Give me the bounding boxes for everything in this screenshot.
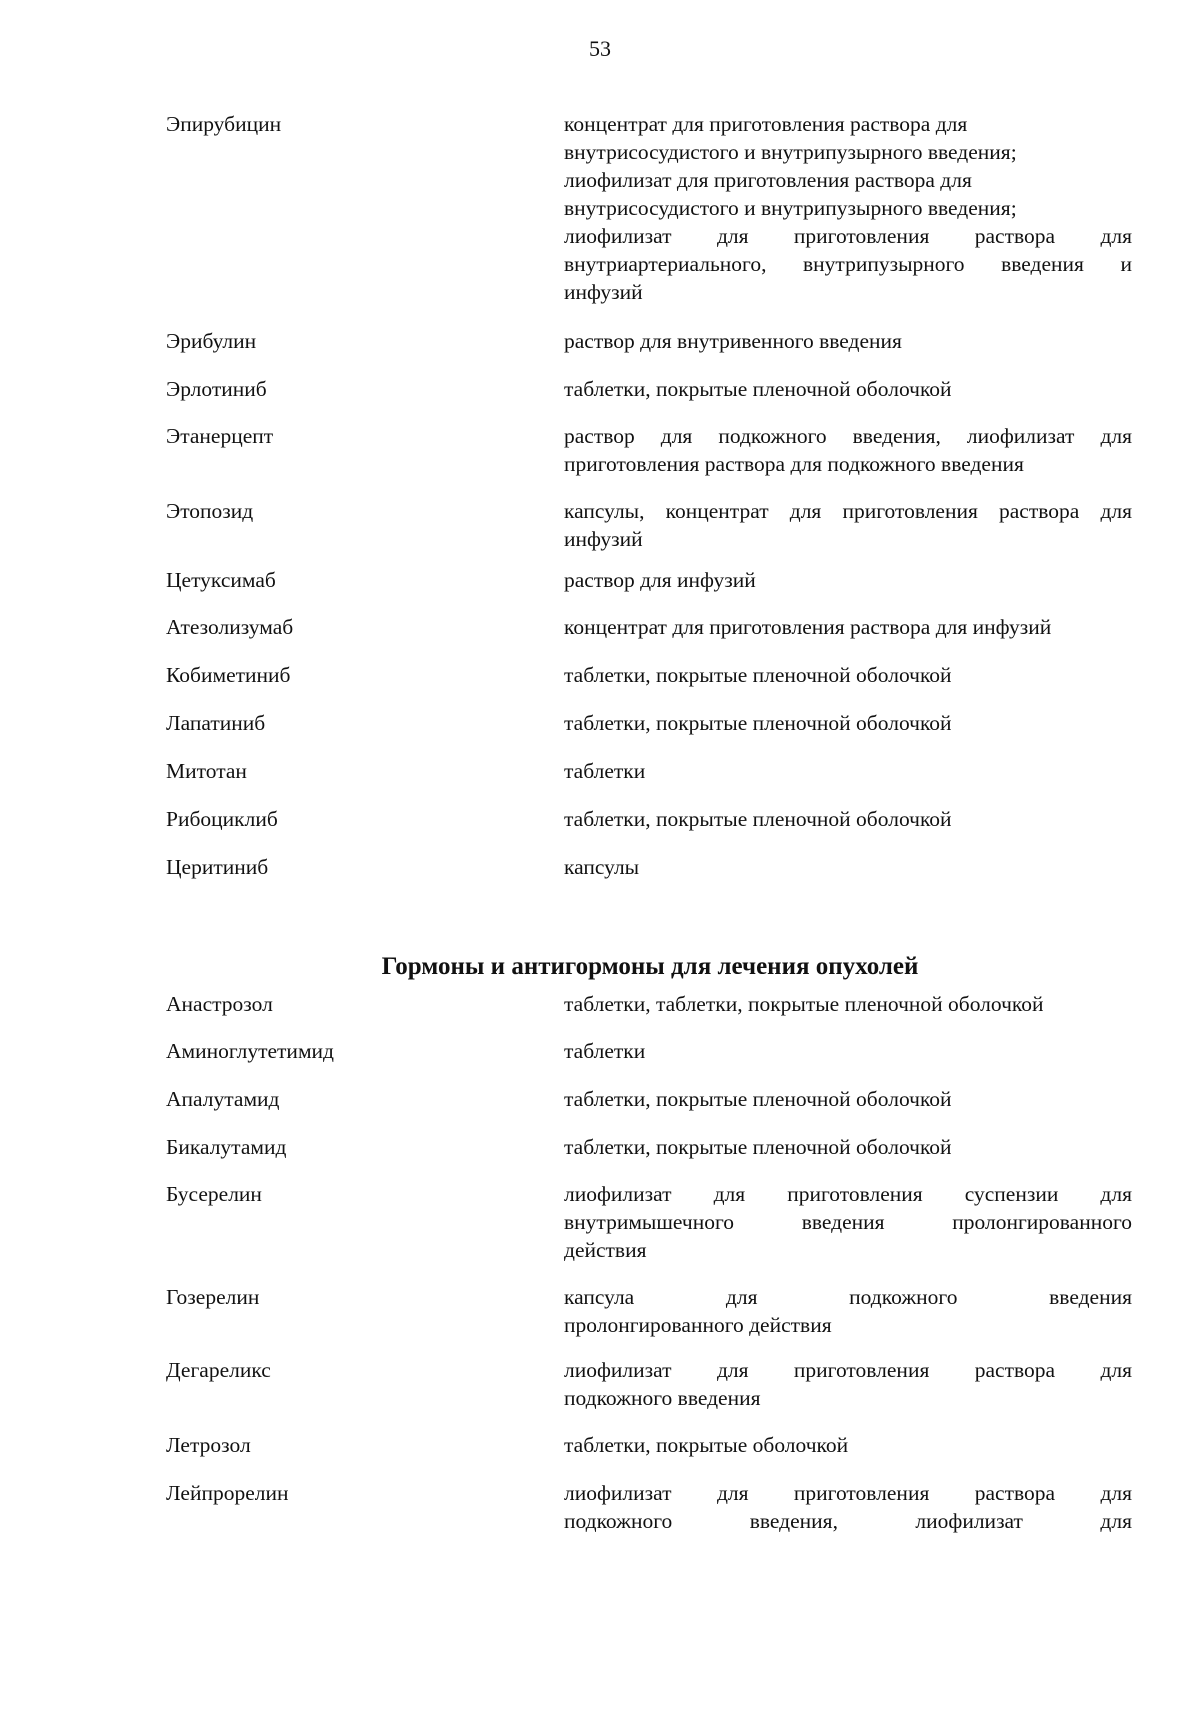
word: для [1100, 499, 1132, 523]
dosage-form-line [564, 1208, 1132, 1236]
dosage-form [564, 853, 1132, 881]
word: пролонгированного [952, 1210, 1132, 1234]
word: подкожного [849, 1285, 958, 1309]
dosage-form-line: таблетки [564, 759, 646, 783]
word: раствора [974, 224, 1056, 248]
dosage-form [564, 110, 1132, 306]
drug-name: Лапатиниб [166, 711, 266, 735]
word: раствора [974, 1358, 1056, 1382]
word: для [713, 1182, 746, 1206]
dosage-form-line: концентрат для приготовления раствора для инфузий [564, 615, 1052, 639]
drug-name: Кобиметиниб [166, 663, 291, 687]
drug-name: Бусерелин [166, 1182, 262, 1206]
word: приготовления [793, 1481, 930, 1505]
word: для [789, 499, 822, 523]
dosage-form-line: приготовления раствора для подкожного введения [564, 452, 1024, 476]
dosage-form-line: раствор для инфузий [564, 568, 756, 592]
dosage-form-line: концентрат для приготовления раствора для [564, 112, 968, 136]
dosage-form [564, 375, 1132, 403]
word: суспензии [964, 1182, 1059, 1206]
dosage-form-line [564, 1507, 1132, 1535]
drug-name: Цетуксимаб [166, 568, 276, 592]
drug-name: Рибоциклиб [166, 807, 278, 831]
dosage-form [564, 422, 1132, 478]
dosage-form-line: таблетки, покрытые пленочной оболочкой [564, 711, 952, 735]
word: для [1100, 424, 1132, 448]
dosage-form-line [564, 1479, 1132, 1507]
dosage-form-line: капсулы [564, 855, 640, 879]
drug-name: Бикалутамид [166, 1135, 287, 1159]
dosage-form [564, 805, 1132, 833]
dosage-form-line [564, 1283, 1132, 1311]
dosage-form [564, 1479, 1132, 1535]
word: приготовления [842, 499, 978, 523]
dosage-form-line: таблетки, покрытые оболочкой [564, 1433, 849, 1457]
dosage-form [564, 709, 1132, 737]
dosage-form-line [564, 422, 1132, 450]
dosage-form-line: таблетки, таблетки, покрытые пленочной оболочкой [564, 992, 1044, 1016]
word: для [1100, 1358, 1132, 1382]
dosage-form [564, 327, 1132, 355]
dosage-form [564, 613, 1132, 641]
word: приготовления [793, 224, 930, 248]
word: для [716, 224, 749, 248]
dosage-form-line: внутрисосудистого и внутрипузырного введения; [564, 140, 1017, 164]
word: внутрипузырного [803, 252, 965, 276]
drug-name: Эрлотиниб [166, 377, 267, 401]
word: подкожного [718, 424, 827, 448]
drug-name: Этопозид [166, 499, 254, 523]
word: для [660, 424, 693, 448]
dosage-form-line: внутрисосудистого и внутрипузырного введения; [564, 196, 1017, 220]
dosage-form [564, 1180, 1132, 1264]
dosage-form-line [564, 1356, 1132, 1384]
dosage-form-line: лиофилизат для приготовления раствора для [564, 168, 972, 192]
word: для [716, 1481, 749, 1505]
word: подкожного [564, 1509, 673, 1533]
dosage-form [564, 497, 1132, 553]
drug-name: Эрибулин [166, 329, 257, 353]
word: капсула [564, 1285, 635, 1309]
drug-name: Этанерцепт [166, 424, 274, 448]
drug-name: Эпирубицин [166, 112, 282, 136]
word: капсулы, [564, 499, 645, 523]
dosage-form-line: таблетки, покрытые пленочной оболочкой [564, 1135, 952, 1159]
word: для [716, 1358, 749, 1382]
page-number: 53 [589, 36, 611, 61]
word: введения, [749, 1509, 838, 1533]
drug-name: Атезолизумаб [166, 615, 294, 639]
dosage-form-line: действия [564, 1238, 647, 1262]
dosage-form-line [564, 497, 1132, 525]
word: внутримышечного [564, 1210, 735, 1234]
drug-name: Гозерелин [166, 1285, 260, 1309]
dosage-form-line: таблетки, покрытые пленочной оболочкой [564, 1087, 952, 1111]
word: для [1100, 224, 1132, 248]
dosage-form-line: пролонгированного действия [564, 1313, 832, 1337]
dosage-form [564, 1037, 1132, 1065]
word: для [1100, 1182, 1132, 1206]
drug-name: Церитиниб [166, 855, 269, 879]
dosage-form-line [564, 222, 1132, 250]
dosage-form [564, 1085, 1132, 1113]
dosage-form-line: подкожного введения [564, 1386, 761, 1410]
word: раствора [999, 499, 1080, 523]
dosage-form [564, 1133, 1132, 1161]
drug-name: Анастрозол [166, 992, 273, 1016]
word: раствор [564, 424, 635, 448]
word: приготовления [787, 1182, 923, 1206]
dosage-form [564, 1356, 1132, 1412]
word: раствора [974, 1481, 1056, 1505]
dosage-form-line: таблетки, покрытые пленочной оболочкой [564, 663, 952, 687]
word: для [1100, 1509, 1132, 1533]
dosage-form-line: таблетки [564, 1039, 646, 1063]
drug-name: Митотан [166, 759, 247, 783]
dosage-form [564, 757, 1132, 785]
drug-name: Лейпрорелин [166, 1481, 289, 1505]
drug-name: Дегареликс [166, 1358, 271, 1382]
dosage-form-line: раствор для внутривенного введения [564, 329, 902, 353]
section-title: Гормоны и антигормоны для лечения опухолей [381, 953, 919, 980]
word: введения [801, 1210, 885, 1234]
word: лиофилизат [966, 424, 1075, 448]
drug-name: Апалутамид [166, 1087, 280, 1111]
word: лиофилизат [564, 1358, 672, 1382]
drug-name: Аминоглутетимид [166, 1039, 334, 1063]
dosage-form [564, 1431, 1132, 1459]
word: приготовления [793, 1358, 930, 1382]
dosage-form [564, 566, 1132, 594]
dosage-form-line: инфузий [564, 280, 643, 304]
word: внутриартериального, [564, 252, 767, 276]
dosage-form [564, 990, 1132, 1018]
word: введения [1001, 252, 1084, 276]
word: концентрат [665, 499, 769, 523]
dosage-form-line [564, 1180, 1132, 1208]
word: лиофилизат [564, 1182, 672, 1206]
dosage-form-line: инфузий [564, 527, 643, 551]
dosage-form-line: таблетки, покрытые пленочной оболочкой [564, 377, 952, 401]
word: и [1120, 252, 1132, 276]
dosage-form [564, 661, 1132, 689]
word: для [1100, 1481, 1132, 1505]
dosage-form [564, 1283, 1132, 1339]
word: лиофилизат [915, 1509, 1023, 1533]
word: лиофилизат [564, 1481, 672, 1505]
word: лиофилизат [564, 224, 672, 248]
dosage-form-line: таблетки, покрытые пленочной оболочкой [564, 807, 952, 831]
word: для [725, 1285, 758, 1309]
dosage-form-line [564, 250, 1132, 278]
word: введения, [852, 424, 941, 448]
drug-name: Летрозол [166, 1433, 251, 1457]
word: введения [1049, 1285, 1132, 1309]
